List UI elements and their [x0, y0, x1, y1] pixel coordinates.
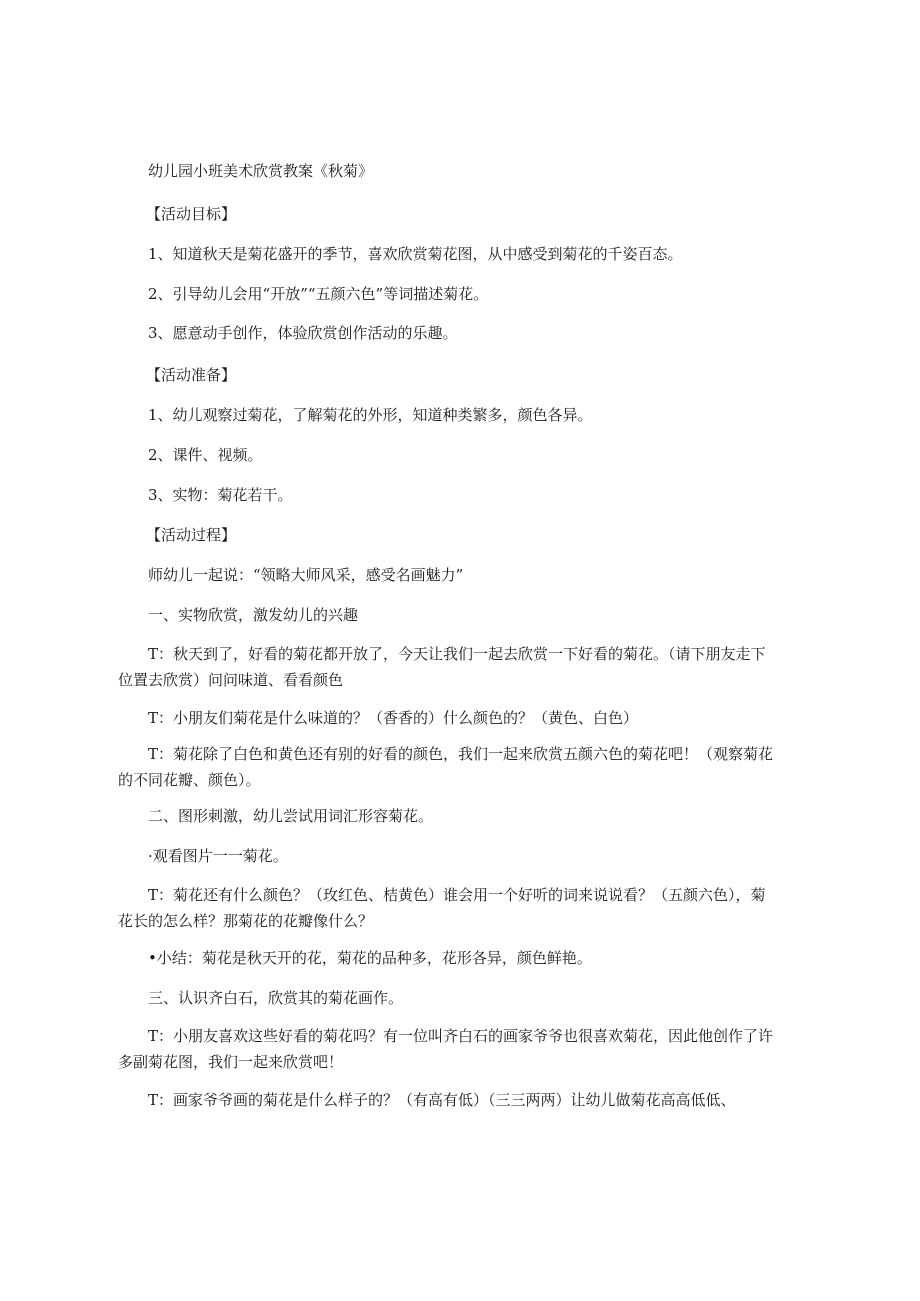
prep-heading: 【活动准备】 [146, 366, 237, 384]
teacher-line-1: T：秋天到了，好看的菊花都开放了，今天让我们一起去欣赏一下好看的菊花。（请下朋友走下位置去欣赏）问问味道、看看颜色 [118, 645, 766, 689]
teacher-line-2: T：小朋友们菊花是什么味道的？（香香的）什么颜色的？（黄色、白色） [148, 709, 639, 727]
step-1-heading: 一、实物欣赏，激发幼儿的兴趣 [148, 606, 359, 624]
prep-item-2: 2、课件、视频。 [148, 446, 263, 464]
goal-item-2: 2、引导幼儿会用“开放”“五颜六色”等词描述菊花。 [148, 285, 489, 303]
step-3-heading: 三、认识齐白石，欣赏其的菊花画作。 [148, 989, 404, 1007]
goal-heading: 【活动目标】 [146, 205, 237, 223]
step-2-heading: 二、图形刺激，幼儿尝试用词汇形容菊花。 [148, 807, 434, 825]
goal-item-3: 3、愿意动手创作，体验欣赏创作活动的乐趣。 [148, 324, 458, 342]
prep-item-1: 1、幼儿观察过菊花，了解菊花的外形，知道种类繁多，颜色各异。 [148, 406, 593, 424]
document-title: 幼儿园小班美术欣赏教案《秋菊》 [148, 162, 374, 180]
teacher-line-4: T：菊花还有什么颜色？（玫红色、桔黄色）谁会用一个好听的词来说说看？（五颜六色），菊花长的怎么样？那菊花的花瓣像什么？ [118, 886, 766, 930]
bullet-item-2: •小结：菊花是秋天开的花，菊花的品种多，花形各异，颜色鲜艳。 [148, 949, 592, 967]
prep-item-3: 3、实物：菊花若干。 [148, 486, 293, 504]
process-heading: 【活动过程】 [146, 526, 237, 544]
teacher-line-5: T：小朋友喜欢这些好看的菊花吗？有一位叫齐白石的画家爷爷也很喜欢菊花，因此他创作了许多副菊花图，我们一起来欣赏吧！ [118, 1027, 774, 1071]
bullet-item-1: ·观看图片一一菊花。 [148, 847, 288, 865]
goal-item-1: 1、知道秋天是菊花盛开的季节，喜欢欣赏菊花图，从中感受到菊花的千姿百态。 [148, 245, 683, 263]
teacher-line-6: T：画家爷爷画的菊花是什么样子的？（有高有低）（三三两两）让幼儿做菊花高高低低、 [148, 1091, 736, 1109]
process-intro: 师幼儿一起说：“领略大师风采，感受名画魅力” [148, 566, 464, 584]
teacher-line-3: T：菊花除了白色和黄色还有别的好看的颜色，我们一起来欣赏五颜六色的菊花吧！（观察菊花的不同花瓣、颜色）。 [118, 745, 774, 789]
